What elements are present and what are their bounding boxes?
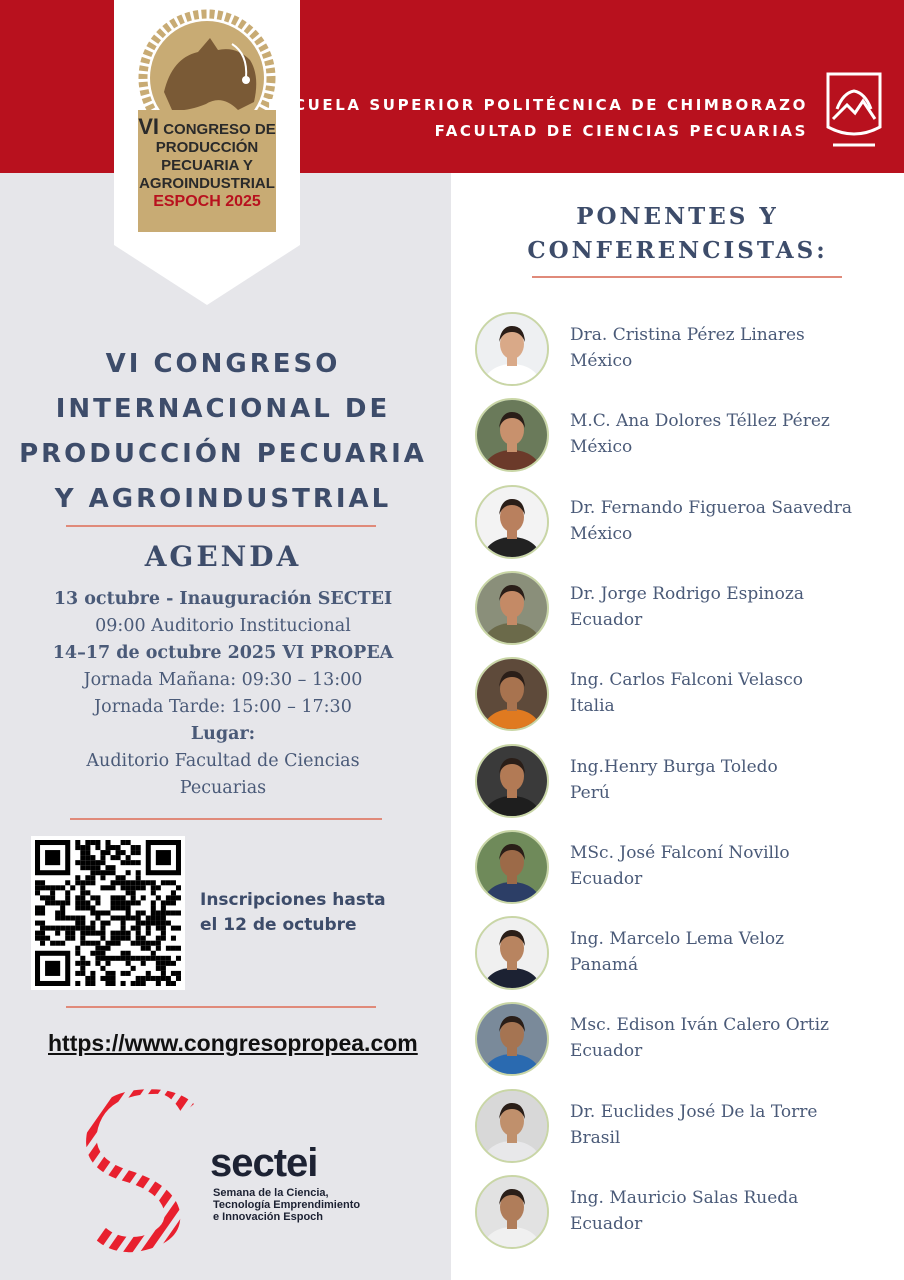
person-icon: [477, 1177, 547, 1247]
person-icon: [477, 1091, 547, 1161]
speaker-item: [475, 1002, 895, 1076]
speaker-photo: [475, 571, 549, 645]
speaker-text: [570, 408, 830, 460]
registration-note: [200, 888, 386, 938]
speaker-item: [475, 398, 895, 472]
speaker-country: Perú: [570, 782, 610, 803]
speaker-item: [475, 1089, 895, 1163]
speaker-name: Dra. Cristina Pérez Linares: [570, 325, 805, 345]
speakers-heading: [451, 200, 904, 268]
speaker-item: [475, 312, 895, 386]
sectei-tagline: [213, 1187, 360, 1223]
speaker-item: [475, 830, 895, 904]
speaker-text: [570, 495, 852, 547]
speaker-country: Ecuador: [570, 1041, 643, 1062]
speaker-text: [570, 926, 784, 978]
agenda-line: 14–17 de octubre 2025 VI PROPEA: [52, 643, 394, 663]
speaker-photo: [475, 485, 549, 559]
espoch-logo-icon: [825, 71, 883, 151]
agenda-line: 13 octubre - Inauguración SECTEI: [53, 589, 393, 609]
speaker-photo: [475, 744, 549, 818]
speaker-country: Italia: [570, 696, 615, 717]
agenda-line: 09:00 Auditorio Institucional: [95, 616, 351, 636]
speaker-country: Ecuador: [570, 609, 643, 630]
person-icon: [477, 659, 547, 729]
banner-line1: CONGRESO DE: [163, 121, 276, 138]
speaker-country: México: [570, 351, 633, 371]
divider-qr: [66, 1006, 376, 1008]
speaker-photo: [475, 657, 549, 731]
speaker-text: [570, 1099, 817, 1151]
main-title-line3: PRODUCCIÓN PECUARIA: [19, 439, 427, 469]
sectei-tagline-line: e Innovación Espoch: [213, 1211, 324, 1223]
speaker-country: México: [570, 523, 633, 544]
speaker-photo: [475, 916, 549, 990]
speaker-photo: [475, 398, 549, 472]
person-icon: [477, 832, 547, 902]
person-icon: [477, 400, 547, 470]
speaker-item: [475, 485, 895, 559]
speaker-item: [475, 657, 895, 731]
person-icon: [477, 1004, 547, 1074]
speakers-heading-line2: CONFERENCISTAS:: [527, 237, 828, 264]
main-title-line2: INTERNACIONAL DE: [55, 394, 391, 424]
speaker-text: [570, 1012, 829, 1064]
agenda-body: [0, 586, 446, 802]
main-title: [0, 342, 446, 522]
speaker-country: México: [570, 437, 633, 458]
person-icon: [477, 918, 547, 988]
agenda-heading: AGENDA: [144, 540, 302, 573]
agenda-line: Jornada Mañana: 09:30 – 13:00: [83, 670, 363, 690]
speaker-photo: [475, 1175, 549, 1249]
faculty-name: FACULTAD DE CIENCIAS PECUARIAS: [434, 122, 808, 140]
agenda-line: Auditorio Facultad de Ciencias: [86, 751, 360, 771]
banner-line3: PECUARIA Y: [161, 157, 253, 174]
speaker-name: Ing. Marcelo Lema Veloz: [570, 929, 785, 950]
sectei-wordmark: sectei: [210, 1141, 318, 1185]
institution-name: ESCUELA SUPERIOR POLITÉCNICA DE CHIMBORAZO: [267, 96, 808, 114]
speaker-name: Dr. Fernando Figueroa Saavedra: [570, 497, 853, 518]
speaker-item: [475, 744, 895, 818]
divider-title: [66, 525, 376, 527]
speaker-country: Ecuador: [570, 1214, 643, 1234]
speaker-name: Ing. Carlos Falconi Velasco: [570, 670, 804, 691]
person-icon: [477, 746, 547, 816]
banner-text: [138, 114, 276, 211]
speaker-item: [475, 1175, 895, 1249]
institution-text: [268, 92, 808, 144]
speaker-name: Msc. Edison Iván Calero Ortiz: [570, 1015, 830, 1036]
sectei-tagline-line: Tecnología Emprendimiento: [213, 1199, 361, 1211]
banner-line2: PRODUCCIÓN: [155, 139, 259, 156]
speaker-text: [570, 1185, 798, 1237]
person-icon: [477, 573, 547, 643]
speaker-name: Dr. Jorge Rodrigo Espinoza: [570, 583, 804, 604]
speaker-photo: [475, 830, 549, 904]
banner-roman: VI: [138, 114, 160, 139]
divider-agenda: [70, 818, 382, 820]
agenda-line: Jornada Tarde: 15:00 – 17:30: [94, 697, 352, 717]
speaker-text: [570, 840, 790, 892]
sectei-tagline-line: Semana de la Ciencia,: [213, 1187, 329, 1199]
banner-line5: ESPOCH 2025: [153, 193, 261, 210]
person-icon: [477, 314, 547, 384]
main-title-line4: Y AGROINDUSTRIAL: [54, 484, 392, 514]
divider-speakers: [532, 276, 842, 278]
speaker-photo: [475, 312, 549, 386]
sectei-logo-icon: [84, 1088, 204, 1256]
speaker-text: [570, 322, 805, 374]
speaker-item: [475, 916, 895, 990]
speaker-text: [570, 581, 804, 633]
qr-code[interactable]: [31, 836, 185, 990]
speaker-item: [475, 571, 895, 645]
speaker-country: Brasil: [570, 1127, 621, 1148]
agenda-line: Lugar:: [190, 724, 256, 744]
registration-line1: Inscripciones hasta: [200, 890, 386, 910]
speaker-name: Dr. Euclides José De la Torre: [570, 1101, 818, 1122]
agenda-line: Pecuarias: [179, 778, 267, 798]
congress-banner: [114, 0, 300, 305]
speaker-photo: [475, 1002, 549, 1076]
speaker-name: Ing.Henry Burga Toledo: [570, 756, 778, 777]
website-link[interactable]: https://www.congresopropea.com: [48, 1030, 418, 1056]
speaker-name: MSc. José Falconí Novillo: [570, 842, 790, 863]
speaker-country: Ecuador: [570, 868, 643, 889]
speaker-name: Ing. Mauricio Salas Rueda: [570, 1188, 799, 1208]
banner-line4: AGROINDUSTRIAL: [139, 175, 275, 192]
person-icon: [477, 487, 547, 557]
registration-line2: el 12 de octubre: [200, 915, 357, 935]
speaker-text: [570, 754, 778, 806]
speaker-country: Panamá: [570, 955, 639, 976]
main-title-line1: VI CONGRESO: [105, 349, 341, 379]
speakers-heading-line1: PONENTES Y: [576, 203, 779, 230]
speaker-photo: [475, 1089, 549, 1163]
speaker-name: M.C. Ana Dolores Téllez Pérez: [570, 411, 830, 432]
speaker-text: [570, 667, 803, 719]
